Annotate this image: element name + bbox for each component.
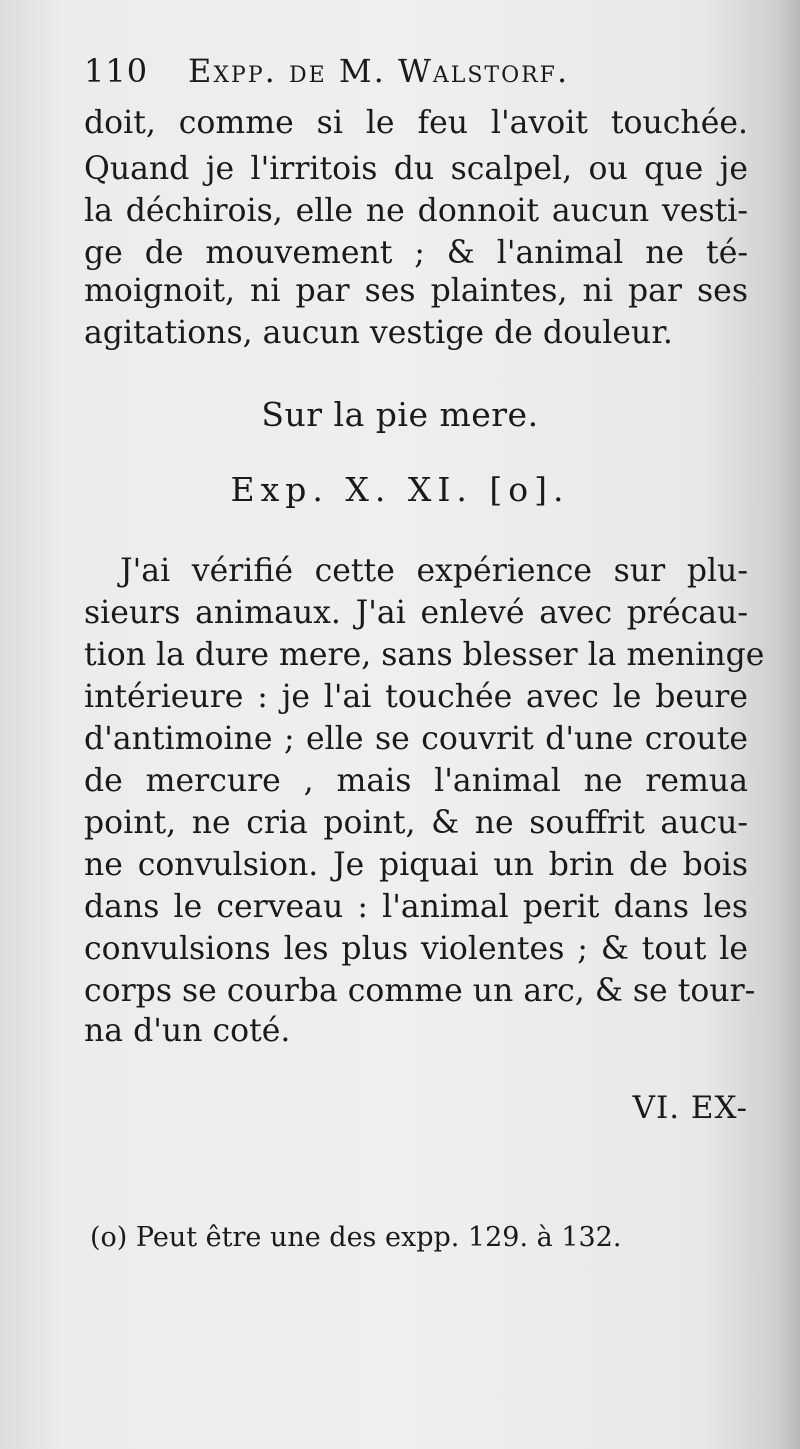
text-line: intérieure : je l'ai touchée avec le beure — [84, 679, 748, 715]
page-number: 110 — [84, 52, 149, 90]
text-line: ne convulsion. Je piquai un brin de bois — [84, 847, 748, 883]
text-line: sieurs animaux. J'ai enlevé avec précau- — [84, 595, 748, 631]
experiment-heading: Exp. X. XI. [o]. — [230, 470, 570, 509]
text-line: na d'un coté. — [84, 1013, 291, 1049]
text-line: moignoit, ni par ses plaintes, ni par ses — [84, 273, 748, 309]
text-line: point, ne cria point, & ne souffrit aucu- — [84, 805, 748, 841]
section-heading: Sur la pie mere. — [261, 395, 539, 434]
text-line: ge de mouvement ; & l'animal ne té- — [84, 235, 748, 271]
catchword: VI. EX- — [632, 1090, 748, 1126]
text-line: convulsions les plus violentes ; & tout le — [84, 931, 748, 967]
text-line: dans le cerveau : l'animal perit dans les — [84, 889, 748, 925]
text-line: J'ai vérifié cette expérience sur plu- — [120, 553, 748, 589]
text-line: tion la dure mere, sans blesser la meninge — [84, 637, 765, 673]
text-line: doit, comme si le feu l'avoit touchée. — [84, 105, 748, 141]
text-line: la déchirois, elle ne donnoit aucun vesti- — [84, 193, 748, 229]
text-line: d'antimoine ; elle se couvrit d'une croute — [84, 721, 748, 757]
footnote: (o) Peut être une des expp. 129. à 132. — [90, 1222, 622, 1253]
running-title: Expp. de M. Walstorf. — [188, 52, 570, 90]
running-header — [84, 48, 744, 98]
text-line: Quand je l'irritois du scalpel, ou que je — [84, 151, 748, 187]
text-line: de mercure , mais l'animal ne remua — [84, 763, 748, 799]
text-line: corps se courba comme un arc, & se tour- — [84, 973, 756, 1009]
text-line: agitations, aucun vestige de douleur. — [84, 315, 673, 351]
